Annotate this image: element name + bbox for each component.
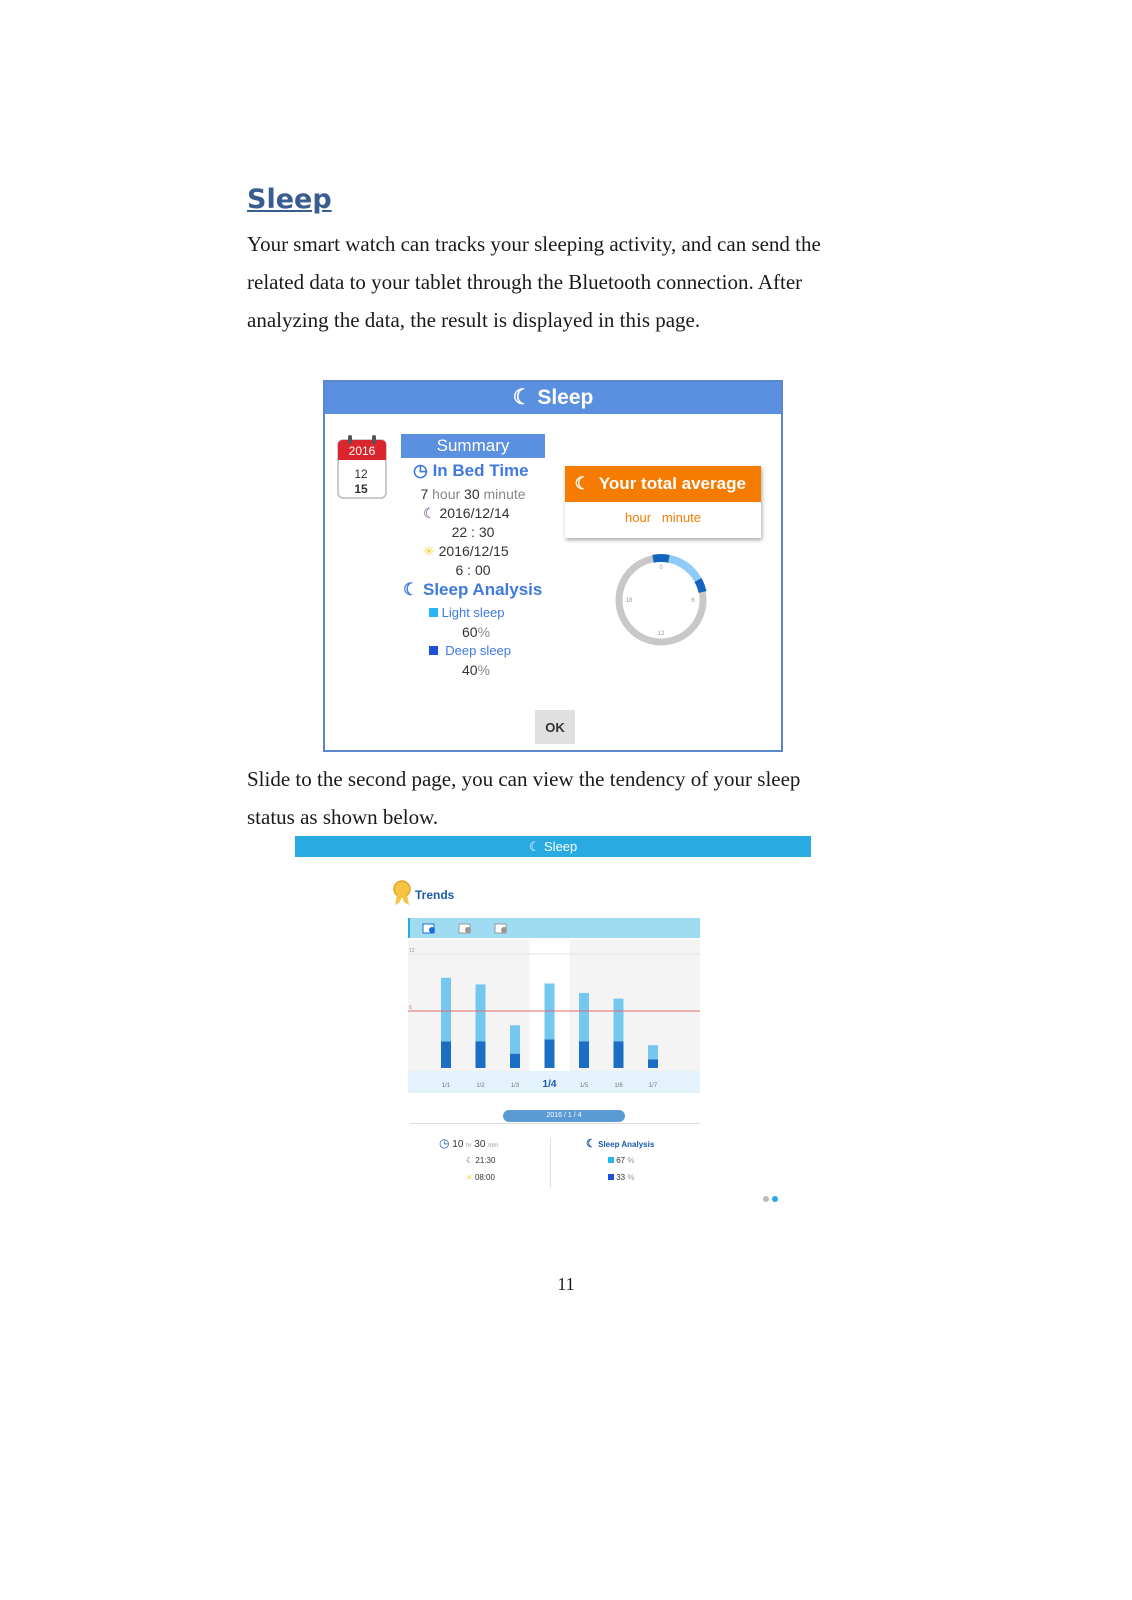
trend-hour-unit: hr xyxy=(466,1143,472,1149)
sleep-end-date: 2016/12/15 xyxy=(438,543,509,559)
bar-deep-6 xyxy=(648,1059,658,1068)
bar-light-0 xyxy=(441,978,451,1042)
calendar-year: 2016 xyxy=(348,444,376,458)
sleep-start-date: 2016/12/14 xyxy=(439,505,510,521)
sleep-end-time: 6 : 00 xyxy=(455,562,491,578)
trend-hours-value: 10 xyxy=(452,1139,464,1150)
avg-minute-unit: minute xyxy=(661,510,701,525)
percent-sign: % xyxy=(477,624,491,640)
trend-light-row xyxy=(608,1156,635,1165)
bar-light-2 xyxy=(510,1025,520,1054)
x-tick-label: 1/2 xyxy=(476,1083,485,1089)
intro-paragraph: Your smart watch can tracks your sleeping activity, and can send the related data to your tablet through the Bluetooth connection. After analyzing the data, the result is displayed in this page. xyxy=(247,232,821,332)
bar-light-4 xyxy=(579,993,589,1041)
x-tick-label: 1/6 xyxy=(614,1083,623,1089)
bar-light-5 xyxy=(614,999,624,1042)
deep-sleep-percent xyxy=(401,662,551,678)
bar-deep-1 xyxy=(476,1041,486,1068)
x-tick-label: 1/3 xyxy=(510,1083,520,1089)
light-sleep-swatch-icon xyxy=(429,608,438,617)
tab-month-icon[interactable] xyxy=(494,922,508,934)
light-sleep-swatch-icon xyxy=(608,1157,614,1163)
page-indicator-dots[interactable] xyxy=(762,1195,782,1203)
calendar-icon xyxy=(337,434,387,500)
second-paragraph: Slide to the second page, you can view the tendency of your sleep status as shown below. xyxy=(247,767,801,829)
clock-label-18: 18 xyxy=(625,598,633,604)
in-bed-time-label: In Bed Time xyxy=(432,461,529,480)
calendar-day: 15 xyxy=(354,482,368,496)
bar-light-6 xyxy=(648,1045,658,1059)
sleep-trends-title: Sleep xyxy=(544,839,578,854)
trend-end-row xyxy=(466,1173,495,1182)
clock-label-0: 0 xyxy=(659,565,663,571)
trend-end-time: 08:00 xyxy=(474,1173,495,1182)
trend-start-row xyxy=(466,1156,495,1165)
tab-week-icon[interactable] xyxy=(458,922,472,934)
duration-minutes: 30 xyxy=(464,486,480,502)
total-average-header xyxy=(565,466,761,502)
x-tick-label: 1/4 xyxy=(542,1079,557,1090)
sun-icon: ✳ xyxy=(423,543,435,559)
vertical-divider xyxy=(550,1138,551,1188)
bar-deep-2 xyxy=(510,1054,520,1068)
sleep-end-date-row xyxy=(423,543,545,560)
page-dot-2[interactable] xyxy=(772,1196,778,1202)
section-heading: Sleep xyxy=(247,184,332,215)
trend-duration-row xyxy=(439,1136,498,1150)
selected-date-pill[interactable]: 2016 / 1 / 4 xyxy=(503,1110,625,1122)
sleep-summary-screenshot xyxy=(323,380,783,752)
percent-sign: % xyxy=(627,1156,635,1165)
sleep-analysis-heading xyxy=(403,580,542,600)
page-dot-1[interactable] xyxy=(763,1196,769,1202)
page-number: 11 xyxy=(557,1274,575,1294)
trend-deep-row xyxy=(608,1173,635,1182)
sleep-start-date-row xyxy=(423,505,545,522)
light-sleep-value: 60 xyxy=(461,624,478,640)
tab-day-icon[interactable] xyxy=(422,922,436,934)
sleep-analysis-label: Sleep Analysis xyxy=(422,580,543,599)
in-bed-duration xyxy=(401,486,545,502)
sleep-title: Sleep xyxy=(537,386,594,409)
in-bed-time-heading xyxy=(413,461,529,481)
deep-sleep-row xyxy=(429,643,511,658)
trends-label: Trends xyxy=(415,888,455,902)
trend-analysis-heading xyxy=(586,1137,654,1150)
tab-indicator xyxy=(408,918,410,938)
x-tick-label: 1/5 xyxy=(579,1083,589,1089)
trend-deep-value: 33 xyxy=(616,1173,626,1182)
percent-sign: % xyxy=(477,662,491,678)
moon-analysis-icon: ☾ xyxy=(586,1138,596,1150)
clock-label-12: 12 xyxy=(657,631,665,637)
y-tick-label: 12 xyxy=(409,948,415,954)
moon-small-icon: ☾ xyxy=(466,1156,474,1165)
trend-analysis-label: Sleep Analysis xyxy=(598,1140,655,1149)
deep-sleep-label: Deep sleep xyxy=(445,643,512,658)
clock-icon: ◷ xyxy=(413,461,428,480)
sleep-trends-chart xyxy=(408,940,700,1093)
sleep-clock-dial xyxy=(613,552,709,648)
ok-button[interactable]: OK xyxy=(535,710,575,744)
reference-line-label: 6 xyxy=(409,1005,412,1011)
bar-deep-4 xyxy=(579,1041,589,1068)
moon-small-icon: ☾ xyxy=(423,505,436,521)
clock-icon: ◷ xyxy=(439,1136,450,1150)
deep-sleep-swatch-icon xyxy=(429,646,438,655)
calendar-month: 12 xyxy=(354,467,368,481)
duration-hours: 7 xyxy=(420,486,429,502)
light-sleep-label: Light sleep xyxy=(441,605,505,620)
deep-sleep-swatch-icon xyxy=(608,1174,614,1180)
clock-label-6: 6 xyxy=(691,598,695,604)
x-tick-label: 1/1 xyxy=(441,1083,451,1089)
percent-sign: % xyxy=(627,1173,635,1182)
deep-sleep-value: 40 xyxy=(461,662,478,678)
x-tick-label: 1/7 xyxy=(648,1083,658,1089)
trend-light-value: 67 xyxy=(616,1156,626,1165)
hour-unit: hour xyxy=(432,486,461,502)
sleep-trends-title-bar xyxy=(295,836,811,857)
bar-deep-3 xyxy=(545,1040,555,1069)
light-sleep-row xyxy=(429,605,505,620)
trends-tab-bar xyxy=(408,918,700,938)
moon-analysis-icon: ☾ xyxy=(403,580,419,599)
avg-hour-unit: hour xyxy=(625,510,652,525)
trophy-ribbon-icon xyxy=(392,880,412,906)
sun-icon: ✳ xyxy=(466,1173,473,1182)
trend-minutes-value: 30 xyxy=(474,1139,486,1150)
moon-icon: ☾ xyxy=(512,386,532,409)
minute-unit: minute xyxy=(483,486,526,502)
moon-icon: ☾ xyxy=(528,839,541,854)
divider-line xyxy=(410,1123,700,1124)
sleep-title-bar xyxy=(325,382,781,414)
sleep-start-time: 22 : 30 xyxy=(451,524,495,540)
total-average-card xyxy=(565,466,761,538)
bar-light-1 xyxy=(476,984,486,1041)
bar-deep-5 xyxy=(614,1041,624,1068)
trend-minute-unit: min xyxy=(488,1143,498,1149)
moon-star-icon: ☾ xyxy=(574,474,590,493)
total-average-value xyxy=(565,510,761,525)
trend-start-time: 21:30 xyxy=(475,1156,496,1165)
bar-deep-0 xyxy=(441,1041,451,1068)
total-average-title: Your total average xyxy=(598,474,746,493)
summary-header: Summary xyxy=(401,434,545,458)
light-sleep-percent xyxy=(401,624,551,640)
